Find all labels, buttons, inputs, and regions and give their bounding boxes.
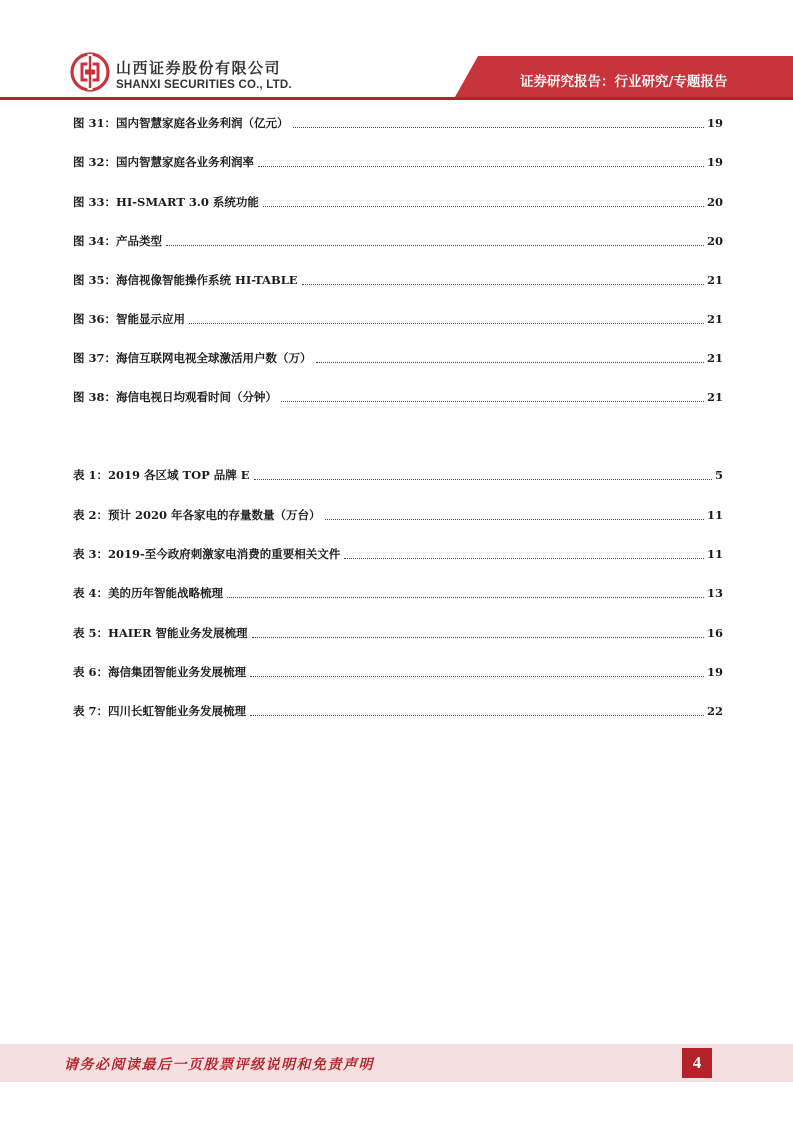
toc-entry[interactable] — [73, 663, 723, 681]
toc-entry[interactable] — [73, 153, 723, 171]
toc-entry-page: 11 — [706, 547, 723, 561]
toc-entry-label: 图 34：产品类型 — [73, 234, 163, 248]
page-footer — [0, 1044, 793, 1082]
toc-entry-label: 表 1：2019 各区域 TOP 品牌 E — [73, 468, 250, 482]
company-name-en: SHANXI SECURITIES CO., LTD. — [116, 79, 292, 91]
toc-entry-label: 图 33：HI-SMART 3.0 系统功能 — [73, 195, 259, 209]
toc-entry-page: 21 — [706, 351, 723, 365]
toc-entry-page: 19 — [706, 155, 723, 169]
toc-leader-dots — [250, 714, 704, 716]
toc-leader-dots — [254, 478, 712, 480]
toc-entry-label: 表 7：四川长虹智能业务发展梳理 — [73, 704, 247, 718]
toc-leader-dots — [302, 283, 704, 285]
toc-entry-label: 图 35：海信视像智能操作系统 HI-TABLE — [73, 273, 298, 287]
page-number: 4 — [682, 1048, 712, 1078]
company-name-cn: 山西证券股份有限公司 — [116, 59, 282, 77]
disclaimer-note: 请务必阅读最后一页股票评级说明和免责声明 — [64, 1057, 374, 1073]
toc-entry-label: 表 3：2019-至今政府刺激家电消费的重要相关文件 — [73, 547, 341, 561]
toc-entry-label: 图 32：国内智慧家庭各业务利润率 — [73, 155, 255, 169]
toc-entry[interactable] — [73, 232, 723, 250]
company-logo-icon — [70, 52, 110, 92]
toc-entry[interactable] — [73, 193, 723, 211]
toc-entry-page: 21 — [706, 390, 723, 404]
toc-leader-dots — [293, 126, 704, 128]
toc-entry[interactable] — [73, 271, 723, 289]
toc-entry[interactable] — [73, 545, 723, 563]
toc-entry-page: 21 — [706, 273, 723, 287]
toc-entry-label: 表 6：海信集团智能业务发展梳理 — [73, 665, 247, 679]
toc-entry[interactable] — [73, 624, 723, 642]
toc-leader-dots — [189, 322, 704, 324]
toc-entry-label: 表 2：预计 2020 年各家电的存量数量（万台） — [73, 508, 321, 522]
toc-entry[interactable] — [73, 310, 723, 328]
toc-leader-dots — [166, 244, 704, 246]
toc-leader-dots — [252, 636, 704, 638]
toc-leader-dots — [263, 205, 704, 207]
toc-leader-dots — [227, 596, 704, 598]
toc-entry-page: 20 — [706, 234, 723, 248]
toc-entry-page: 11 — [706, 508, 723, 522]
toc-entry-page: 5 — [714, 468, 723, 482]
toc-entry-label: 图 38：海信电视日均观看时间（分钟） — [73, 390, 278, 404]
toc-entry[interactable] — [73, 584, 723, 602]
toc-entry[interactable] — [73, 466, 723, 484]
toc-leader-dots — [250, 675, 704, 677]
toc-entry-label: 图 36：智能显示应用 — [73, 312, 186, 326]
toc-leader-dots — [344, 557, 704, 559]
toc-entry-page: 22 — [706, 704, 723, 718]
toc-entry-page: 16 — [706, 626, 723, 640]
toc-entry-label: 图 31：国内智慧家庭各业务利润（亿元） — [73, 116, 289, 130]
toc-entry-page: 19 — [706, 665, 723, 679]
toc-entry-page: 20 — [706, 195, 723, 209]
toc-entry[interactable] — [73, 702, 723, 720]
toc-entry-label: 表 4：美的历年智能战略梳理 — [73, 586, 224, 600]
toc-leader-dots — [281, 400, 704, 402]
toc-entry[interactable] — [73, 388, 723, 406]
toc-entry-page: 13 — [706, 586, 723, 600]
toc-entry-page: 21 — [706, 312, 723, 326]
report-type-title: 证券研究报告：行业研究/专题报告 — [520, 74, 728, 90]
toc-entry[interactable] — [73, 114, 723, 132]
toc-entry-label: 图 37：海信互联网电视全球激活用户数（万） — [73, 351, 312, 365]
page-header — [0, 0, 793, 104]
toc-entry[interactable] — [73, 349, 723, 367]
toc-entry-label: 表 5：HAIER 智能业务发展梳理 — [73, 626, 248, 640]
toc-leader-dots — [316, 361, 704, 363]
toc-leader-dots — [258, 165, 704, 167]
toc-entry[interactable] — [73, 506, 723, 524]
toc-entry-page: 19 — [706, 116, 723, 130]
toc-leader-dots — [325, 518, 704, 520]
